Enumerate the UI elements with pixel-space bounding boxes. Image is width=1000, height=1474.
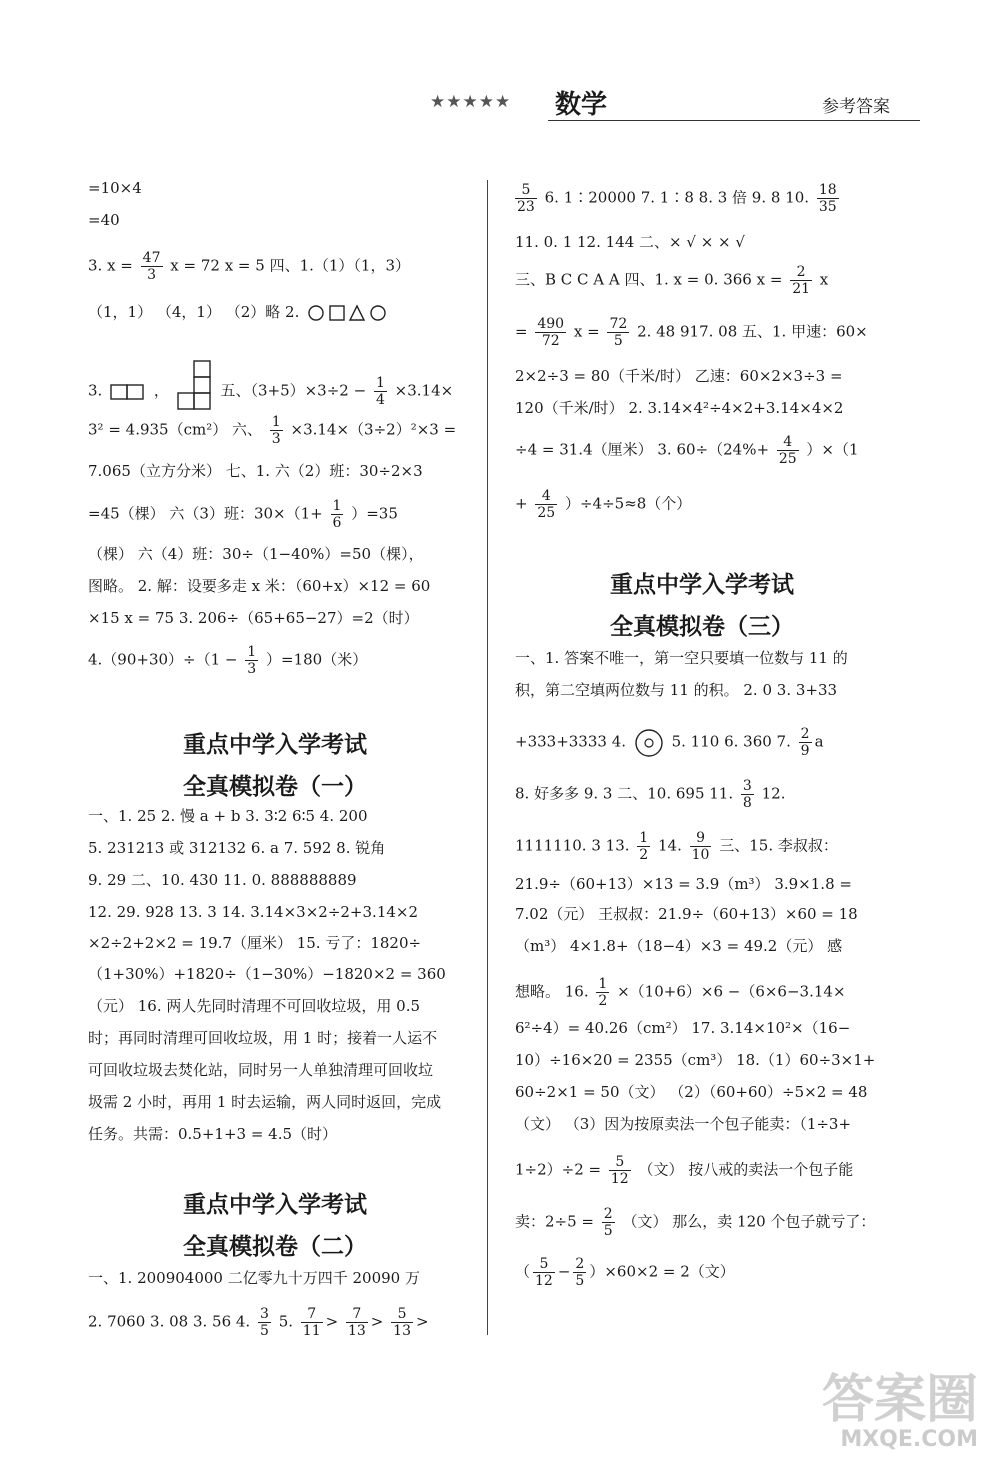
denominator: 13: [393, 1323, 411, 1339]
fraction: [607, 316, 629, 349]
text-span: （文） 那么，卖 120 个包子就亏了：: [622, 1212, 876, 1231]
fraction: [690, 830, 712, 863]
page-header: [430, 82, 890, 122]
section-subheading: 全真模拟卷（一）: [183, 774, 367, 800]
numerator: 5: [609, 1154, 631, 1171]
fraction: [573, 1256, 586, 1289]
text-span: 8. 好多多 9. 3 二、10. 695 11.: [515, 784, 734, 803]
denominator: 10: [691, 847, 710, 863]
denominator: 3: [247, 661, 257, 677]
text-line: [515, 778, 785, 811]
text-line: =10×4: [88, 179, 142, 197]
text-span: 1÷2）÷2 =: [515, 1160, 602, 1179]
text-line: 9. 29 二、10. 430 11. 0. 888888889: [88, 871, 357, 889]
denominator: 35: [818, 199, 837, 215]
fraction: [741, 778, 754, 811]
numerator: 47: [142, 250, 161, 266]
text-span: ）×（1: [806, 440, 859, 459]
text-line: [515, 434, 859, 467]
denominator: 8: [742, 795, 752, 811]
section-heading: 重点中学入学考试: [183, 732, 367, 758]
denominator: 13: [347, 1323, 366, 1339]
fraction: [258, 1306, 271, 1339]
text-line: [88, 1306, 429, 1339]
text-span: 2. 7060 3. 08 3. 56 4.: [88, 1312, 251, 1331]
star-rating-icon: ★★★★★: [430, 92, 512, 112]
fraction: [245, 644, 258, 677]
fraction: [391, 1306, 413, 1339]
text-span: ×3.14×: [394, 381, 454, 400]
numerator: 5: [515, 182, 537, 199]
text-span: x =: [573, 322, 600, 341]
fraction: [817, 182, 839, 215]
text-span: ÷4 = 31.4（厘米） 3. 60÷（24%+: [515, 440, 770, 459]
watermark-logo: 答案圈: [821, 1370, 978, 1430]
fraction: [515, 182, 537, 215]
text-line: 圾需 2 小时，再用 1 时去运输，两人同时返回，完成: [88, 1093, 442, 1111]
fraction: [301, 1306, 323, 1339]
text-line: 7.02（元） 王叔叔：21.9÷（60+13）×60 = 18: [515, 905, 858, 923]
text-line: [515, 976, 846, 1009]
text-line: 图略。 2. 解：设要多走 x 米：（60+x）×12 = 60: [88, 577, 431, 595]
text-line: [515, 1256, 735, 1289]
text-line: 一、1. 25 2. 慢 a + b 3. 3∶2 6∶5 4. 200: [88, 807, 368, 825]
fraction: [270, 414, 283, 447]
text-span: 3² = 4.935（cm²） 六、: [88, 420, 263, 439]
shapes-icon: [307, 304, 387, 322]
column-divider: [487, 180, 488, 1335]
text-line: [515, 830, 838, 863]
text-span: 3. x =: [88, 256, 133, 275]
fraction: [790, 264, 812, 297]
text-span: a: [814, 732, 824, 751]
fraction: [374, 375, 387, 408]
numerator: 3: [259, 1306, 269, 1322]
text-line: 7.065（立方分米） 七、1. 六（2）班：30÷2×3: [88, 462, 423, 480]
text-line: [88, 360, 453, 408]
text-span: ）×60×2 = 2（文）: [589, 1262, 735, 1281]
text-line: [515, 1154, 853, 1187]
ring-figure-icon: [634, 728, 664, 758]
text-span: 五、（3+5）×3÷2 −: [220, 381, 367, 400]
text-span: 三、15. 李叔叔：: [719, 836, 838, 855]
text-span: 4.（90+30）÷（1 −: [88, 650, 238, 669]
text-line: [515, 1206, 875, 1239]
denominator: 12: [535, 1273, 553, 1289]
numerator: 4: [777, 434, 799, 451]
text-span: =45（棵） 六（3）班：30×（1+: [88, 504, 323, 523]
numerator: 9: [690, 830, 712, 847]
text-line: 60÷2×1 = 50（文） （2）（60+60）÷5×2 = 48: [515, 1083, 868, 1101]
denominator: 21: [792, 281, 811, 297]
text-line: 时；再同时清理可回收垃圾，用 1 时；接着一人运不: [88, 1029, 438, 1047]
text-span: 5.: [278, 1312, 293, 1331]
numerator: 2: [800, 726, 810, 742]
numerator: 7: [346, 1306, 368, 1323]
denominator: 25: [537, 505, 556, 521]
text-line: [515, 726, 824, 759]
text-span: 卖：2÷5 =: [515, 1212, 594, 1231]
section-heading: 重点中学入学考试: [183, 1192, 367, 1218]
denominator: 25: [778, 451, 797, 467]
denominator: 2: [639, 847, 649, 863]
numerator: 18: [818, 182, 837, 198]
text-line: [88, 250, 410, 283]
numerator: 1: [598, 976, 608, 992]
text-span: +: [515, 494, 528, 513]
text-line: （文） （3）因为按原卖法一个包子能卖：（1÷3+: [515, 1115, 852, 1133]
numerator: 1: [375, 375, 385, 391]
text-line: [88, 644, 367, 677]
text-line: [88, 498, 398, 531]
text-line: [515, 488, 691, 521]
denominator: 5: [613, 333, 623, 349]
fraction: [346, 1306, 368, 1339]
header-rule: [548, 120, 920, 121]
numerator: 2: [603, 1206, 613, 1222]
watermark: [821, 1370, 978, 1452]
text-span: 12.: [761, 784, 786, 803]
fraction: [331, 498, 344, 531]
denominator: 72: [541, 333, 560, 349]
text-span: x: [819, 270, 829, 289]
fraction: [637, 830, 650, 863]
text-span: 想略。 16.: [515, 982, 589, 1001]
subject-title: 数学: [555, 90, 608, 120]
denominator: 11: [302, 1323, 321, 1339]
text-span: 2. 48 917. 08 五、1. 甲速：60×: [637, 322, 868, 341]
text-line: ×15 x = 75 3. 206÷（65+65−27）=2（时）: [88, 609, 419, 627]
numerator: 1: [271, 414, 281, 430]
text-line: （1+30%）+1820÷（1−30%）−1820×2 = 360: [88, 965, 446, 983]
text-span: +333+3333 4.: [515, 732, 627, 751]
denominator: 5: [575, 1273, 585, 1289]
text-line: 一、1. 答案不唯一，第一空只要填一位数与 11 的: [515, 649, 848, 667]
comparison-sign: >: [325, 1312, 339, 1331]
text-span: （1，1） （4，1） （2）略 2.: [88, 303, 300, 321]
text-span: ）÷4÷5≈8（个）: [564, 494, 692, 513]
numerator: 2: [575, 1256, 585, 1272]
text-span: =: [515, 322, 528, 341]
text-line: 2×2÷3 = 80（千米/时） 乙速：60×2×3÷3 =: [515, 367, 843, 385]
fraction: [535, 488, 557, 521]
fraction: [596, 976, 609, 1009]
text-line: [515, 182, 842, 215]
fraction: [799, 726, 812, 759]
numerator: 7: [301, 1306, 323, 1323]
text-line: （棵） 六（4）班：30÷（1−40%）=50（棵），: [88, 545, 424, 563]
text-line: （元） 16. 两人先同时清理不可回收垃圾，用 0.5: [88, 997, 421, 1015]
stacked-squares-icon: [177, 360, 213, 410]
text-line: 任务。共需：0.5+1+3 = 4.5（时）: [88, 1125, 338, 1143]
denominator: 5: [603, 1223, 613, 1239]
watermark-url: MXQE.COM: [840, 1427, 978, 1452]
text-line: 10）÷16×20 = 2355（cm³） 18.（1）60÷3×1+: [515, 1051, 876, 1069]
text-line: 积，第二空填两位数与 11 的积。 2. 0 3. 3+33: [515, 681, 838, 699]
denominator: 3: [271, 431, 281, 447]
numerator: 490: [537, 316, 565, 332]
text-span: ）=180（米）: [266, 650, 368, 669]
text-span: 5. 110 6. 360 7.: [671, 732, 791, 751]
numerator: 1: [639, 830, 649, 846]
text-span: 6. 1∶20000 7. 1∶8 8. 3 倍 9. 8 10.: [544, 188, 810, 207]
text-span: 14.: [658, 836, 682, 855]
text-line: 可回收垃圾去焚化站，同时另一人单独清理可回收垃: [88, 1061, 434, 1079]
text-line: 6²÷4）= 40.26（cm²） 17. 3.14×10²×（16−: [515, 1019, 851, 1037]
numerator: 5: [533, 1256, 555, 1273]
text-span: 1111110. 3 13.: [515, 836, 630, 855]
text-line: ×2÷2+2×2 = 19.7（厘米） 15. 亏了：1820÷: [88, 934, 422, 952]
section-label: 参考答案: [822, 97, 890, 117]
numerator: 2: [790, 264, 812, 281]
text-span: （: [515, 1262, 531, 1281]
fraction: [777, 434, 799, 467]
text-line: 11. 0. 1 12. 144 二、× √ × × √: [515, 233, 745, 251]
denominator: 3: [147, 267, 157, 283]
text-line: [88, 414, 456, 447]
text-span: ×3.14×（3÷2）²×3 =: [290, 420, 457, 439]
text-line: [515, 316, 868, 349]
text-span: （文） 按八戒的卖法一个包子能: [638, 1160, 854, 1179]
two-squares-icon: [110, 384, 146, 400]
text-line: =40: [88, 211, 120, 229]
denominator: 23: [517, 199, 535, 215]
text-line: 21.9÷（60+13）×13 = 3.9（m³） 3.9×1.8 =: [515, 875, 852, 893]
section-subheading: 全真模拟卷（二）: [183, 1234, 367, 1260]
numerator: 1: [247, 644, 257, 660]
numerator: 72: [609, 316, 628, 332]
fraction: [535, 316, 566, 349]
text-line: （m³） 4×1.8+（18−4）×3 = 49.2（元） 感: [515, 937, 843, 955]
denominator: 9: [800, 743, 810, 759]
denominator: 2: [598, 993, 608, 1009]
text-span: ×（10+6）×6 −（6×6−3.14×: [617, 982, 846, 1001]
text-span: ）=35: [351, 504, 398, 523]
fraction: [609, 1154, 631, 1187]
text-span: −: [557, 1262, 571, 1281]
numerator: 4: [535, 488, 557, 505]
denominator: 4: [375, 392, 385, 408]
section-heading: 重点中学入学考试: [610, 572, 794, 598]
text-line: 12. 29. 928 13. 3 14. 3.14×3×2÷2+3.14×2: [88, 903, 419, 921]
text-line: [515, 264, 828, 297]
text-span: 三、B C C A A 四、1. x = 0. 366 x =: [515, 270, 783, 289]
section-subheading: 全真模拟卷（三）: [610, 614, 794, 640]
numerator: 3: [742, 778, 752, 794]
text-line: 5. 231213 或 312132 6. a 7. 592 8. 锐角: [88, 839, 386, 857]
numerator: 5: [391, 1306, 413, 1323]
fraction: [141, 250, 163, 283]
fraction: [602, 1206, 615, 1239]
text-line: [88, 302, 390, 322]
text-span: 3.: [88, 381, 103, 400]
text-line: 一、1. 200904000 二亿零九十万四千 20090 万: [88, 1269, 420, 1287]
comparison-sign: >: [370, 1312, 384, 1331]
numerator: 1: [332, 498, 342, 514]
comparison-sign: >: [415, 1312, 429, 1331]
text-span: x = 72 x = 5 四、1.（1）（1，3）: [170, 256, 411, 275]
denominator: 12: [610, 1171, 629, 1187]
denominator: 6: [332, 515, 342, 531]
fraction: [533, 1256, 555, 1289]
text-line: 120（千米/时） 2. 3.14×4²÷4×2+3.14×4×2: [515, 399, 844, 417]
text-span: ，: [153, 381, 169, 400]
denominator: 5: [259, 1323, 269, 1339]
